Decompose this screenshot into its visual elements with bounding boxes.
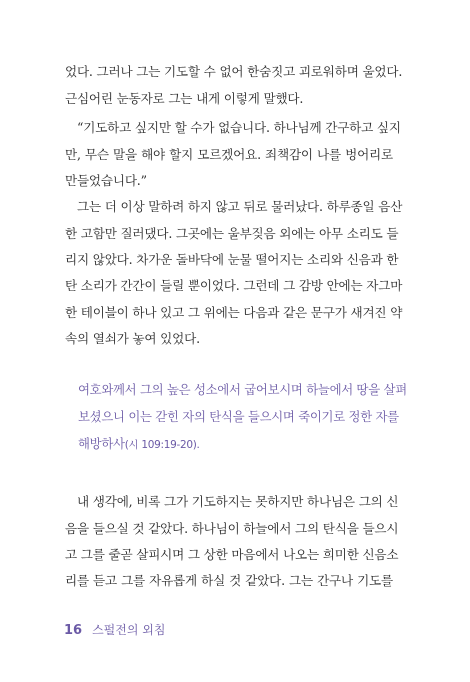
quote-line [78, 435, 392, 454]
body-text-line: 한 테이블이 하나 있고 그 위에는 다음과 같은 문구가 새겨진 약 [65, 305, 403, 320]
body-text-line: 한 고함만 질러댔다. 그곳에는 울부짖음 외에는 아무 소리도 들 [65, 226, 399, 241]
body-text-line: 내 생각에, 비록 그가 기도하지는 못하지만 하나님은 그의 신 [77, 494, 399, 509]
body-text-line: 고 그를 줄곧 살피시며 그 상한 마음에서 나오는 희미한 신음소 [65, 547, 399, 562]
scripture-reference: (시 109:19-20). [124, 439, 200, 451]
quote-text: 해방하사 [78, 436, 125, 451]
body-text-line: 그는 더 이상 말하려 하지 않고 뒤로 물러났다. 하루종일 음산 [77, 199, 403, 214]
body-text-line: 만, 무슨 말을 해야 할지 모르겠어요. 죄책감이 나를 벙어리로 [65, 147, 393, 162]
body-text-line: 리를 듣고 그를 자유롭게 하실 것 같았다. 그는 간구나 기도를 [65, 573, 393, 588]
body-text-line: 속의 열쇠가 놓여 있었다. [65, 331, 200, 346]
body-text-line: 근심어린 눈동자로 그는 내게 이렇게 말했다. [65, 91, 304, 106]
page-number: 16 [64, 623, 83, 638]
running-title: 스펄전의 외침 [92, 623, 166, 637]
body-text-line: 었다. 그러나 그는 기도할 수 없어 한숨짓고 괴로워하며 울었다. [65, 64, 403, 79]
quote-line: 여호와께서 그의 높은 성소에서 굽어보시며 하늘에서 땅을 살펴 [78, 382, 407, 397]
body-text-line: 음을 들으실 것 같았다. 하나님이 하늘에서 그의 탄식을 들으시 [65, 521, 399, 536]
body-text-line: 리지 않았다. 차가운 돌바닥에 눈물 떨어지는 소리와 신음과 한 [65, 252, 399, 267]
body-text-line: 만들었습니다.” [65, 173, 147, 188]
body-text-line: 탄 소리가 간간이 들릴 뿐이었다. 그런데 그 감방 안에는 자그마 [65, 278, 403, 293]
quote-line: 보셨으니 이는 갇힌 자의 탄식을 들으시며 죽이기로 정한 자를 [78, 409, 399, 424]
page-footer [64, 622, 165, 639]
body-text-line: “기도하고 싶지만 할 수가 없습니다. 하나님께 간구하고 싶지 [77, 120, 401, 135]
